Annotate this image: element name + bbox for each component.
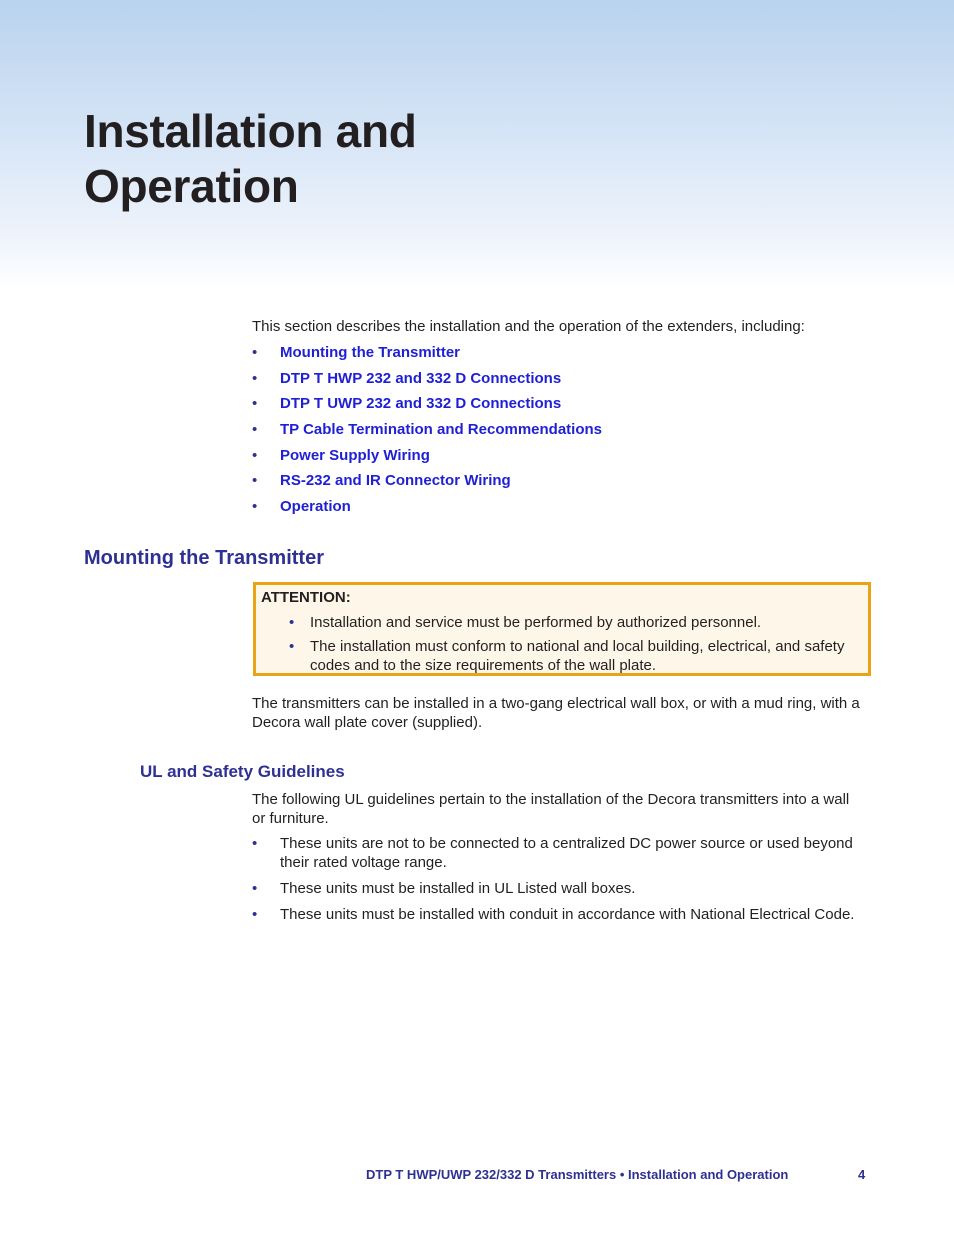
toc-link-power-supply[interactable]: Power Supply Wiring	[280, 446, 430, 464]
attention-item	[289, 613, 854, 632]
toc-link-tp-cable[interactable]: TP Cable Termination and Recommendations	[280, 421, 603, 439]
chapter-title	[84, 104, 417, 214]
toc-item	[252, 446, 602, 472]
toc-link-hwp-connections[interactable]: DTP T HWP 232 and 332 D Connections	[280, 369, 562, 387]
attention-item	[289, 637, 854, 675]
list-item-text: These units are not to be connected to a centralized DC power source or used beyond their rated voltage range.	[280, 835, 853, 871]
toc-item	[252, 471, 602, 497]
toc-item	[252, 369, 602, 395]
attention-box	[253, 582, 871, 676]
bullet: •	[252, 906, 258, 923]
list-item	[252, 879, 870, 898]
bullet: •	[252, 421, 258, 439]
intro-paragraph: This section describes the installation and the operation of the extenders, including:	[252, 318, 805, 335]
chapter-title-line1: Installation and	[84, 105, 417, 157]
bullet: •	[289, 614, 295, 631]
ul-guidelines-list	[252, 834, 870, 931]
toc-item	[252, 497, 602, 523]
page-footer: DTP T HWP/UWP 232/332 D Transmitters • Installation and Operation	[366, 1167, 789, 1182]
bullet: •	[252, 835, 258, 852]
list-item-text: These units must be installed in UL Listed wall boxes.	[280, 880, 636, 897]
list-item	[252, 834, 870, 872]
attention-item-text: Installation and service must be performed by authorized personnel.	[310, 614, 762, 631]
ul-paragraph: The following UL guidelines pertain to the installation of the Decora transmitters into a wall or furniture.	[252, 791, 850, 827]
bullet: •	[252, 369, 258, 387]
mounting-paragraph: The transmitters can be installed in a two-gang electrical wall box, or with a mud ring, with a Decora wall plate cover (supplied).	[252, 695, 860, 731]
chapter-title-line2: Operation	[84, 160, 299, 212]
page-number: 4	[858, 1167, 866, 1182]
toc-item	[252, 420, 602, 446]
bullet: •	[252, 880, 258, 897]
bullet: •	[289, 638, 295, 655]
attention-heading: ATTENTION:	[261, 589, 351, 606]
toc-link-mounting[interactable]: Mounting the Transmitter	[280, 344, 460, 361]
toc-link-operation[interactable]: Operation	[280, 498, 351, 516]
list-item-text: These units must be installed with conduit in accordance with National Electrical Code.	[280, 906, 855, 923]
bullet: •	[252, 446, 258, 464]
section-heading: Mounting the Transmitter	[84, 547, 324, 569]
toc-item	[252, 343, 602, 369]
bullet: •	[252, 344, 258, 361]
toc-link-rs232-ir[interactable]: RS-232 and IR Connector Wiring	[280, 472, 511, 490]
bullet: •	[252, 395, 258, 413]
bullet: •	[252, 498, 258, 516]
attention-list	[289, 613, 854, 680]
subsection-heading: UL and Safety Guidelines	[140, 762, 345, 781]
attention-item-text: The installation must conform to national and local building, electrical, and safety codes and to the size requirements of the wall plate.	[310, 638, 845, 674]
toc-link-uwp-connections[interactable]: DTP T UWP 232 and 332 D Connections	[280, 395, 562, 413]
list-item	[252, 905, 870, 924]
bullet: •	[252, 472, 258, 490]
toc-item	[252, 394, 602, 420]
section-toc-list	[252, 343, 602, 523]
